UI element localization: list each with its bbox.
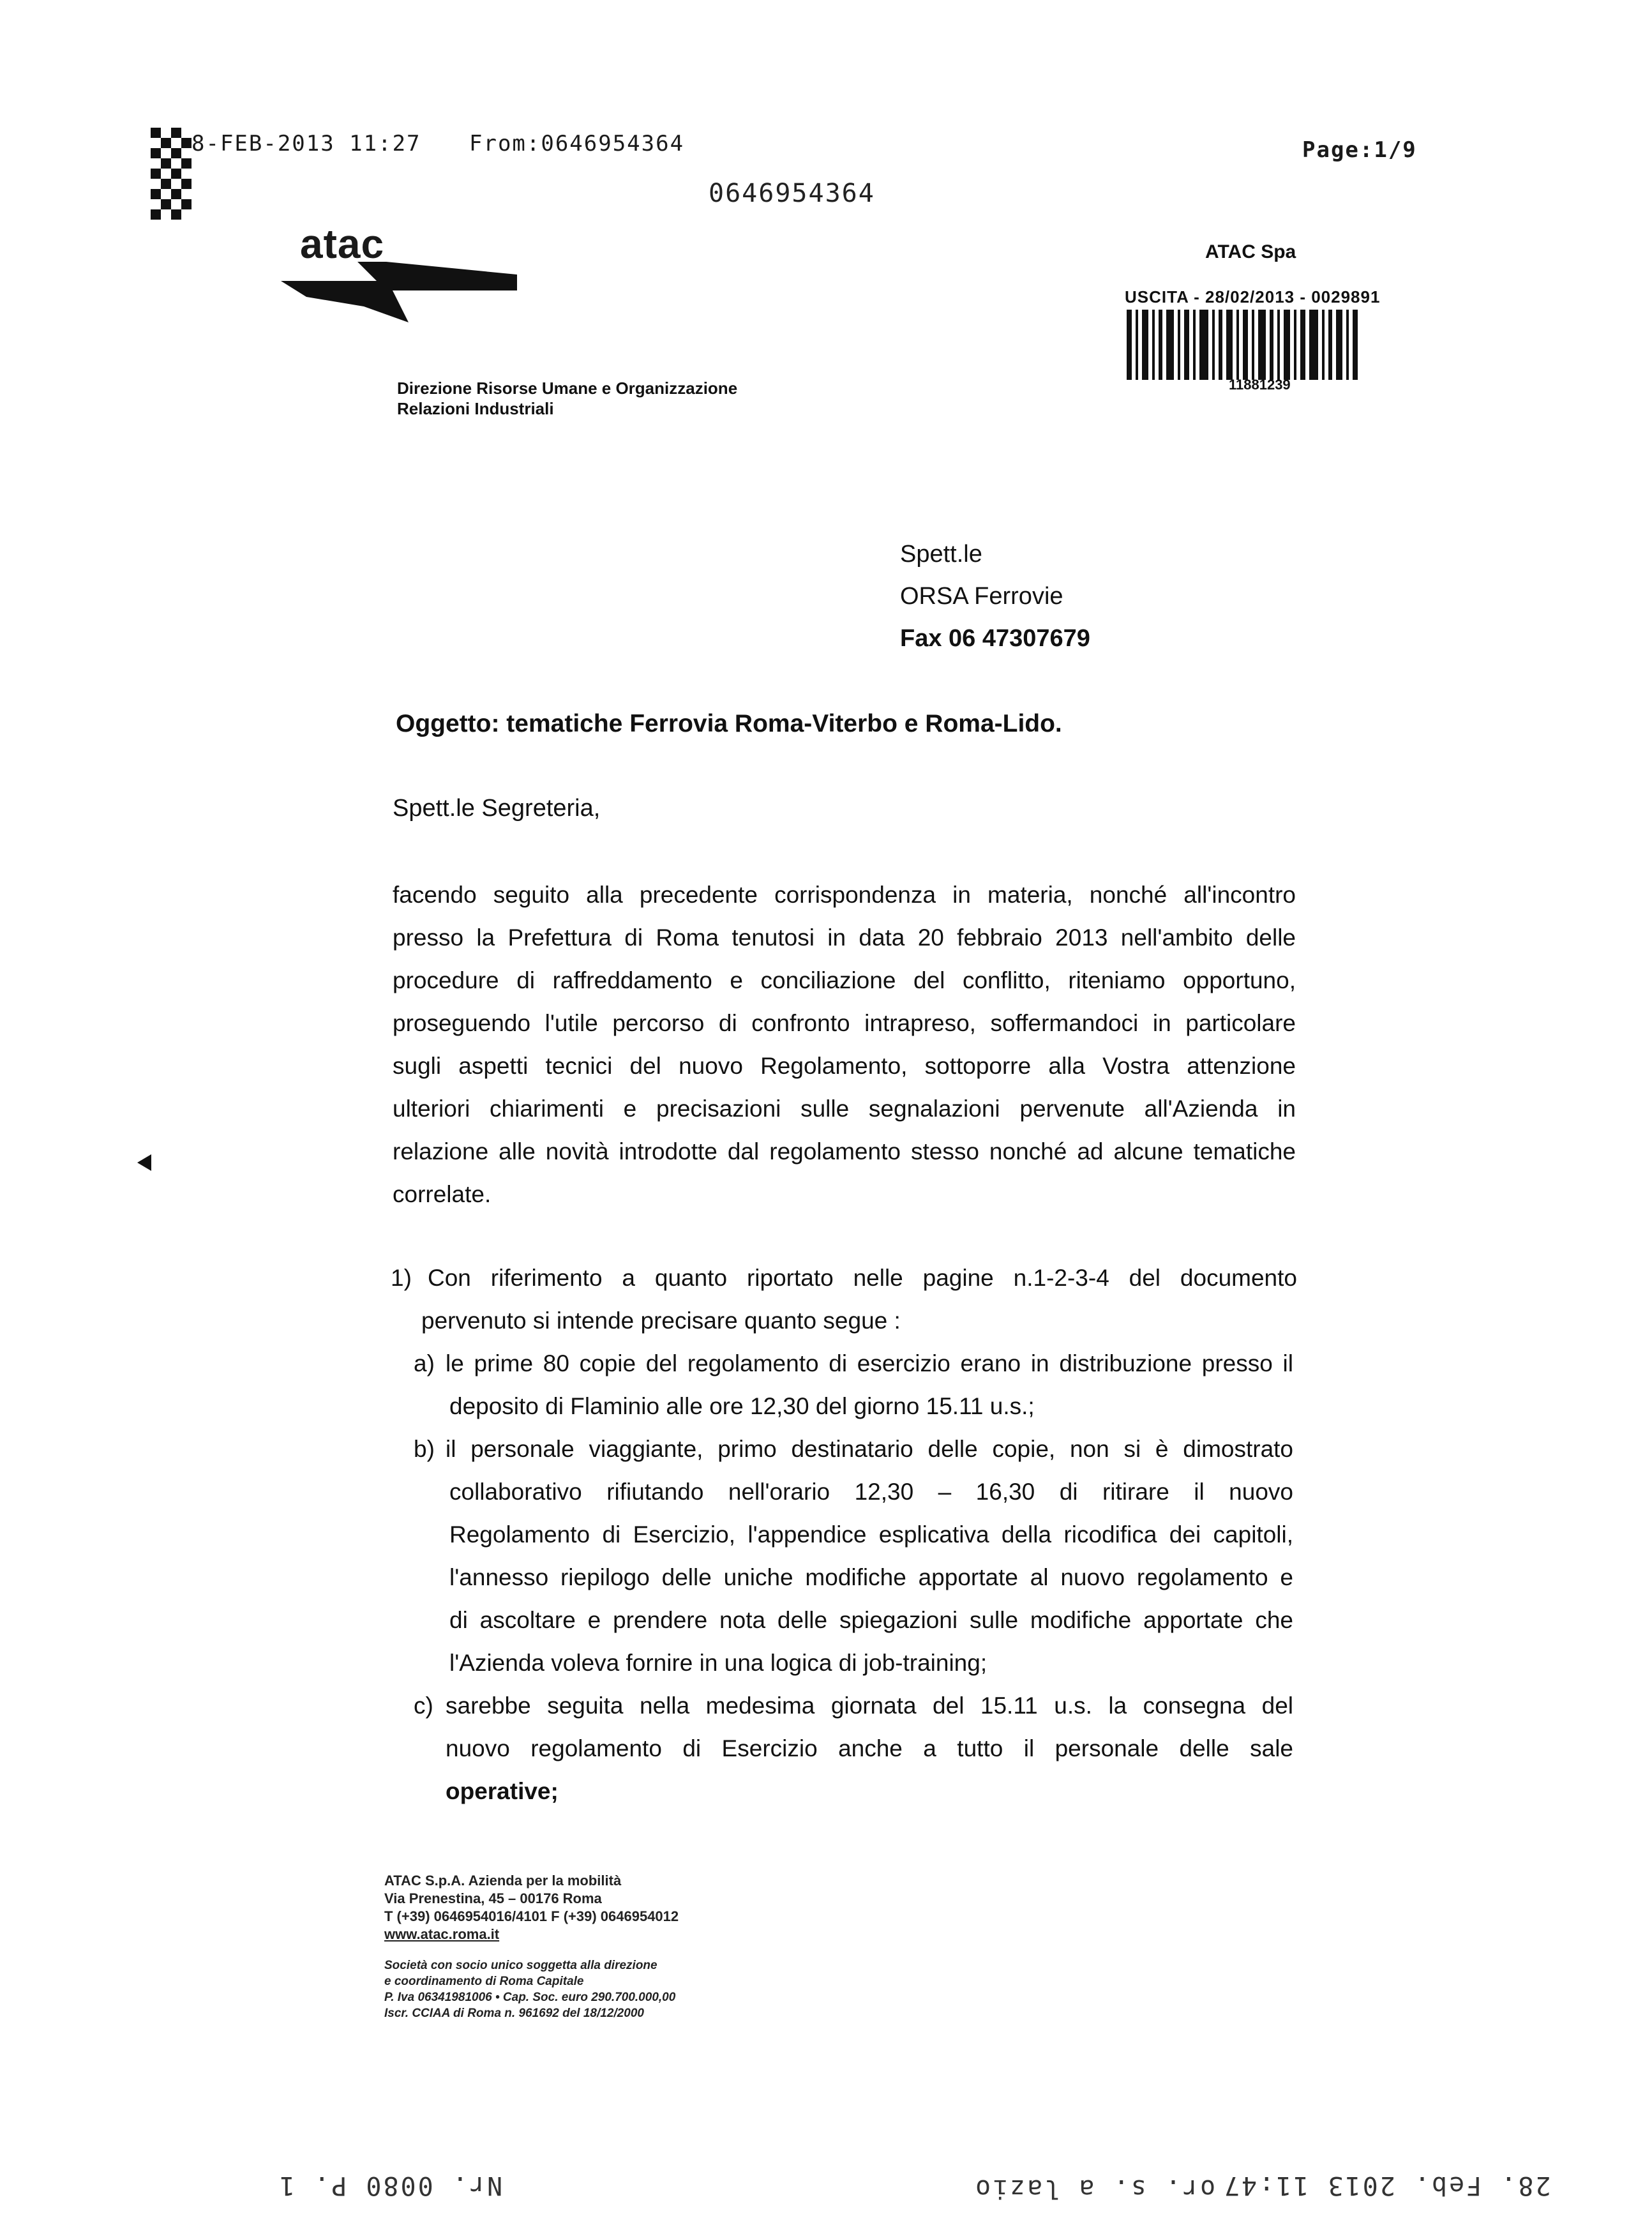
sub-item-line: operative; (446, 1778, 559, 1804)
sub-item-line: di ascoltare e prendere nota delle spiegazioni sulle modifiche apportate che (449, 1607, 1293, 1633)
bottom-stamp-page: Nr. 0080 P. 1 (278, 2171, 503, 2200)
intro-paragraph (393, 873, 1296, 1216)
sub-item-line: collaborativo rifiutando nell'orario 12,30 – 16,30 di ritirare il nuovo (449, 1479, 1293, 1505)
sub-item-line: l'Azienda voleva fornire in una logica di job-training; (449, 1650, 987, 1676)
sub-item-line: il personale viaggiante, primo destinatario delle copie, non si è dimostrato (446, 1436, 1293, 1462)
intro-line: presso la Prefettura di Roma tenutosi in data 20 febbraio 2013 nell'ambito delle (393, 924, 1296, 951)
point-1-marker: 1) (391, 1265, 412, 1291)
intro-line: correlate. (393, 1181, 492, 1207)
footer-legal-line: Iscr. CCIAA di Roma n. 961692 del 18/12/2000 (384, 2007, 644, 2020)
point-1-row (391, 1256, 1297, 1299)
margin-arrow-mark (137, 1154, 151, 1171)
point-1-line: pervenuto si intende precisare quanto segue : (421, 1308, 901, 1334)
sub-item-line: Regolamento di Esercizio, l'appendice esplicativa della ricodifica dei capitoli, (449, 1521, 1293, 1548)
sender-line-1: Direzione Risorse Umane e Organizzazione (397, 379, 738, 398)
stamp-company: ATAC Spa (1205, 241, 1296, 262)
salutation: Spett.le Segreteria, (393, 795, 601, 822)
footer-phone: T (+39) 0646954016/4101 F (+39) 0646954012 (384, 1908, 679, 1924)
stamp-protocol: USCITA - 28/02/2013 - 0029891 (1125, 287, 1381, 306)
footer-block (384, 1872, 679, 2021)
footer-website[interactable]: www.atac.roma.it (384, 1926, 500, 1942)
sub-item-b-cont (414, 1641, 1293, 1684)
sub-item-line: l'annesso riepilogo delle uniche modifiche apportate al nuovo regolamento e (449, 1564, 1293, 1590)
recipient-line-1: Spett.le (900, 541, 982, 568)
barcode-number: 11881239 (1229, 377, 1291, 393)
footer-address: Via Prenestina, 45 – 00176 Roma (384, 1890, 602, 1906)
fax-header-from: From:0646954364 (469, 131, 685, 156)
sub-item-a (414, 1342, 1293, 1385)
intro-line: facendo seguito alla precedente corrispondenza in materia, nonché all'incontro (393, 882, 1296, 908)
intro-line: relazione alle novità introdotte dal regolamento stesso nonché ad alcune tematiche (393, 1138, 1296, 1165)
fax-header-checker-mark (151, 128, 191, 220)
sub-item-b-cont (414, 1599, 1293, 1641)
point-1 (391, 1256, 1297, 1342)
barcode (1127, 310, 1408, 380)
sub-item-b-cont (414, 1470, 1293, 1513)
point-1-row (391, 1299, 1297, 1342)
sub-item-marker: c) (414, 1693, 433, 1719)
sub-items-list (414, 1342, 1293, 1813)
atac-logo-text: atac (300, 221, 385, 267)
sub-item-b-cont (414, 1513, 1293, 1556)
sub-item-marker: a) (414, 1350, 435, 1376)
recipient-block (900, 533, 1090, 660)
sub-item-c (414, 1684, 1293, 1727)
recipient-line-3: Fax 06 47307679 (900, 625, 1090, 652)
footer-legal-line: P. Iva 06341981006 • Cap. Soc. euro 290.700.000,00 (384, 1991, 676, 2004)
sub-item-line: le prime 80 copie del regolamento di esercizio erano in distribuzione presso il (446, 1350, 1293, 1376)
fax-header-datetime: 8-FEB-2013 11:27 (191, 131, 421, 156)
footer-legal-line: Società con socio unico soggetta alla direzione (384, 1959, 657, 1972)
recipient-line-2: ORSA Ferrovie (900, 583, 1063, 610)
sub-item-marker: b) (414, 1436, 435, 1462)
subject-line: Oggetto: tematiche Ferrovia Roma-Viterbo e Roma-Lido. (396, 710, 1062, 737)
sub-item-b (414, 1428, 1293, 1470)
point-1-line: Con riferimento a quanto riportato nelle pagine n.1-2-3-4 del documento (428, 1265, 1297, 1291)
intro-line: ulteriori chiarimenti e precisazioni sulle segnalazioni pervenute all'Azienda in (393, 1096, 1296, 1122)
sub-item-line: sarebbe seguita nella medesima giornata del 15.11 u.s. la consegna del (446, 1693, 1293, 1719)
bottom-stamp-datetime: 28. Feb. 2013 11:47 (1222, 2171, 1551, 2200)
fax-number-stamp: 0646954364 (709, 179, 875, 208)
sub-item-c-cont (414, 1770, 1293, 1813)
sender-line-2: Relazioni Industriali (397, 399, 554, 418)
bottom-stamp-sender: or. s. a lazio (973, 2174, 1216, 2203)
fax-header-page: Page:1/9 (1302, 137, 1417, 163)
intro-line: procedure di raffreddamento e conciliazione del conflitto, riteniamo opportuno, (393, 967, 1296, 993)
sub-item-line: nuovo regolamento di Esercizio anche a tutto il personale delle sale (446, 1735, 1293, 1761)
footer-legal-line: e coordinamento di Roma Capitale (384, 1975, 584, 1988)
intro-line: proseguendo l'utile percorso di confronto intrapreso, soffermandoci in particolare (393, 1010, 1296, 1036)
sender-department (397, 378, 737, 419)
atac-logo-arrow (281, 262, 517, 332)
footer-company: ATAC S.p.A. Azienda per la mobilità (384, 1873, 622, 1889)
sub-item-line: deposito di Flaminio alle ore 12,30 del giorno 15.11 u.s.; (449, 1393, 1035, 1419)
sub-item-b-cont (414, 1556, 1293, 1599)
sub-item-a-cont (414, 1385, 1293, 1428)
sub-item-c-cont (414, 1727, 1293, 1770)
intro-line: sugli aspetti tecnici del nuovo Regolamento, sottoporre alla Vostra attenzione (393, 1053, 1296, 1079)
